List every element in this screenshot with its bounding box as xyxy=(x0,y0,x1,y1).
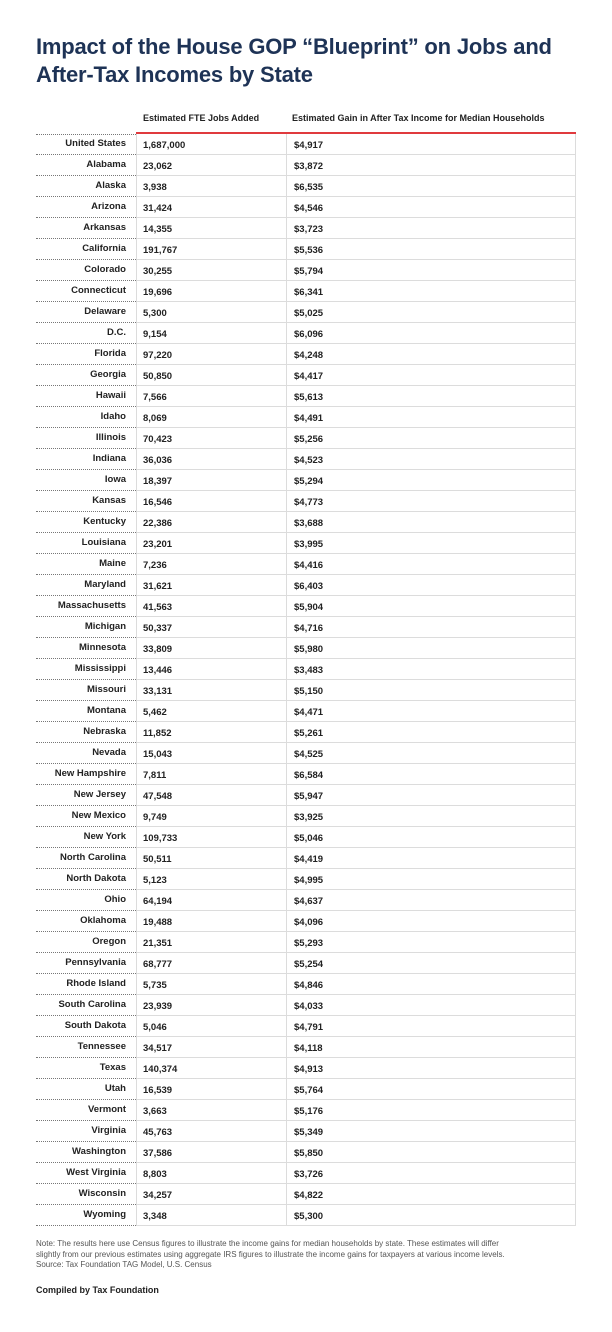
income-gain-cell: $5,794 xyxy=(294,266,324,277)
table-row xyxy=(36,785,576,806)
income-gain-cell: $4,096 xyxy=(294,917,324,928)
income-gain-cell: $5,294 xyxy=(294,476,324,487)
table-row xyxy=(36,1016,576,1037)
jobs-added-cell: 18,397 xyxy=(143,476,173,487)
table-row xyxy=(36,680,576,701)
state-name-cell: South Carolina xyxy=(58,999,126,1010)
income-gain-cell: $3,726 xyxy=(294,1169,324,1180)
table-row xyxy=(36,827,576,848)
state-name-cell: California xyxy=(82,243,126,254)
table-row xyxy=(36,386,576,407)
state-name-cell: Oklahoma xyxy=(80,915,126,926)
state-name-cell: Georgia xyxy=(90,369,126,380)
note-line-2: slightly from our previous estimates using aggregate IRS figures to illustrate the income gains for taxpayers at various income levels. xyxy=(36,1249,505,1259)
jobs-added-cell: 30,255 xyxy=(143,266,173,277)
jobs-added-cell: 13,446 xyxy=(143,665,173,676)
state-name-cell: Missouri xyxy=(86,684,126,695)
income-gain-cell: $4,546 xyxy=(294,203,324,214)
income-gain-cell: $4,523 xyxy=(294,455,324,466)
note-line-1: Note: The results here use Census figures to illustrate the income gains for median households by state. These estimates will differ xyxy=(36,1239,499,1248)
footnote xyxy=(36,1239,576,1271)
table-row xyxy=(36,1184,576,1205)
jobs-added-cell: 21,351 xyxy=(143,938,173,949)
table-row xyxy=(36,764,576,785)
jobs-added-cell: 36,036 xyxy=(143,455,173,466)
jobs-added-cell: 19,488 xyxy=(143,917,173,928)
state-name-cell: New Jersey xyxy=(73,789,126,800)
income-gain-cell: $4,118 xyxy=(294,1043,323,1054)
state-name-cell: D.C. xyxy=(107,327,126,338)
income-gain-cell: $4,822 xyxy=(294,1190,324,1201)
column-header-jobs: Estimated FTE Jobs Added xyxy=(143,113,260,123)
income-gain-cell: $5,293 xyxy=(294,938,324,949)
table-row xyxy=(36,617,576,638)
income-gain-cell: $5,980 xyxy=(294,644,324,655)
state-name-cell: Maine xyxy=(99,558,126,569)
state-name-cell: South Dakota xyxy=(64,1020,126,1031)
table-row xyxy=(36,659,576,680)
jobs-added-cell: 47,548 xyxy=(143,791,173,802)
state-name-cell: Michigan xyxy=(84,621,126,632)
table-row xyxy=(36,869,576,890)
state-name-cell: Minnesota xyxy=(79,642,126,653)
jobs-added-cell: 33,809 xyxy=(143,644,173,655)
column-header-income: Estimated Gain in After Tax Income for Median Households xyxy=(292,113,545,123)
state-name-cell: Connecticut xyxy=(71,285,126,296)
state-name-cell: West Virginia xyxy=(66,1167,126,1178)
jobs-added-cell: 14,355 xyxy=(143,224,173,235)
jobs-added-cell: 97,220 xyxy=(143,350,173,361)
table-row xyxy=(36,1037,576,1058)
source-line: Source: Tax Foundation TAG Model, U.S. Census xyxy=(36,1260,212,1269)
jobs-added-cell: 5,123 xyxy=(143,875,167,886)
jobs-added-cell: 5,735 xyxy=(143,980,167,991)
jobs-added-cell: 7,811 xyxy=(143,770,167,781)
table-row xyxy=(36,407,576,428)
state-name-cell: Illinois xyxy=(95,432,126,443)
table-row xyxy=(36,932,576,953)
income-gain-cell: $4,525 xyxy=(294,749,324,760)
table-row xyxy=(36,449,576,470)
income-gain-cell: $5,261 xyxy=(294,728,324,739)
jobs-added-cell: 37,586 xyxy=(143,1148,173,1159)
chart-title xyxy=(36,33,596,89)
state-name-cell: Pennsylvania xyxy=(65,957,126,968)
state-name-cell: Iowa xyxy=(104,474,126,485)
table-row xyxy=(36,176,576,197)
jobs-added-cell: 68,777 xyxy=(143,959,173,970)
income-gain-cell: $4,716 xyxy=(294,623,324,634)
income-gain-cell: $4,913 xyxy=(294,1064,324,1075)
income-gain-cell: $5,256 xyxy=(294,434,324,445)
state-name-cell: Delaware xyxy=(84,306,126,317)
chart-title-line-2: After-Tax Incomes by State xyxy=(36,62,313,87)
jobs-added-cell: 23,062 xyxy=(143,161,173,172)
income-gain-cell: $5,536 xyxy=(294,245,324,256)
income-gain-cell: $4,491 xyxy=(294,413,324,424)
table-row xyxy=(36,638,576,659)
state-name-cell: Arizona xyxy=(91,201,126,212)
jobs-added-cell: 16,539 xyxy=(143,1085,173,1096)
jobs-added-cell: 5,462 xyxy=(143,707,167,718)
jobs-added-cell: 50,850 xyxy=(143,371,173,382)
state-name-cell: North Dakota xyxy=(66,873,126,884)
income-gain-cell: $5,176 xyxy=(294,1106,324,1117)
income-gain-cell: $4,471 xyxy=(294,707,324,718)
jobs-added-cell: 109,733 xyxy=(143,833,178,844)
table-row xyxy=(36,974,576,995)
row-divider xyxy=(136,1225,576,1226)
state-name-cell: Alabama xyxy=(86,159,126,170)
table-row xyxy=(36,575,576,596)
income-gain-cell: $4,917 xyxy=(294,140,324,151)
state-name-cell: New Mexico xyxy=(71,810,126,821)
jobs-added-cell: 9,154 xyxy=(143,329,167,340)
table-row xyxy=(36,890,576,911)
state-name-cell: Washington xyxy=(72,1146,126,1157)
table-row xyxy=(36,134,576,155)
jobs-added-cell: 11,852 xyxy=(143,728,172,739)
income-gain-cell: $3,872 xyxy=(294,161,324,172)
state-name-cell: Alaska xyxy=(95,180,126,191)
jobs-added-cell: 7,236 xyxy=(143,560,167,571)
jobs-added-cell: 22,386 xyxy=(143,518,173,529)
table-row xyxy=(36,155,576,176)
state-name-cell: New Hampshire xyxy=(54,768,126,779)
income-gain-cell: $4,416 xyxy=(294,560,324,571)
table-row xyxy=(36,302,576,323)
state-name-cell: Arkansas xyxy=(83,222,126,233)
jobs-added-cell: 70,423 xyxy=(143,434,173,445)
income-gain-cell: $6,535 xyxy=(294,182,324,193)
income-gain-cell: $4,773 xyxy=(294,497,324,508)
table-row xyxy=(36,848,576,869)
income-gain-cell: $3,483 xyxy=(294,665,324,676)
table-row xyxy=(36,197,576,218)
state-name-cell: Colorado xyxy=(84,264,126,275)
state-name-cell: Wyoming xyxy=(83,1209,126,1220)
income-gain-cell: $5,300 xyxy=(294,1211,324,1222)
table-row xyxy=(36,323,576,344)
state-name-cell: Hawaii xyxy=(95,390,126,401)
table-row xyxy=(36,1100,576,1121)
table-row xyxy=(36,722,576,743)
income-gain-cell: $4,419 xyxy=(294,854,324,865)
table-row xyxy=(36,995,576,1016)
table-row xyxy=(36,533,576,554)
jobs-added-cell: 15,043 xyxy=(143,749,173,760)
jobs-added-cell: 23,939 xyxy=(143,1001,173,1012)
jobs-added-cell: 3,348 xyxy=(143,1211,167,1222)
table-row xyxy=(36,281,576,302)
income-gain-cell: $5,947 xyxy=(294,791,324,802)
table-row xyxy=(36,428,576,449)
credit-line: Compiled by Tax Foundation xyxy=(36,1285,159,1295)
jobs-added-cell: 31,424 xyxy=(143,203,173,214)
jobs-added-cell: 5,300 xyxy=(143,308,167,319)
jobs-added-cell: 3,938 xyxy=(143,182,167,193)
jobs-added-cell: 64,194 xyxy=(143,896,173,907)
table-row xyxy=(36,512,576,533)
state-name-cell: New York xyxy=(83,831,126,842)
jobs-added-cell: 41,563 xyxy=(143,602,173,613)
state-name-cell: Ohio xyxy=(104,894,126,905)
income-gain-cell: $5,764 xyxy=(294,1085,324,1096)
state-name-cell: United States xyxy=(65,138,126,149)
table-row xyxy=(36,239,576,260)
state-name-cell: Maryland xyxy=(84,579,126,590)
table-body xyxy=(36,134,576,1226)
income-gain-cell: $5,349 xyxy=(294,1127,324,1138)
income-gain-cell: $5,046 xyxy=(294,833,324,844)
jobs-added-cell: 1,687,000 xyxy=(143,140,186,151)
income-gain-cell: $5,613 xyxy=(294,392,324,403)
jobs-added-cell: 50,511 xyxy=(143,854,172,865)
income-gain-cell: $5,254 xyxy=(294,959,324,970)
income-gain-cell: $4,033 xyxy=(294,1001,324,1012)
income-gain-cell: $3,688 xyxy=(294,518,324,529)
table-row xyxy=(36,743,576,764)
income-gain-cell: $3,925 xyxy=(294,812,324,823)
state-name-cell: North Carolina xyxy=(60,852,126,863)
income-gain-cell: $4,791 xyxy=(294,1022,324,1033)
jobs-added-cell: 31,621 xyxy=(143,581,173,592)
table-row xyxy=(36,596,576,617)
table-header xyxy=(36,108,576,132)
jobs-added-cell: 191,767 xyxy=(143,245,178,256)
table-row xyxy=(36,1058,576,1079)
state-name-cell: Tennessee xyxy=(77,1041,126,1052)
jobs-added-cell: 33,131 xyxy=(143,686,173,697)
state-name-cell: Nevada xyxy=(92,747,126,758)
state-name-cell: Vermont xyxy=(87,1104,126,1115)
jobs-added-cell: 16,546 xyxy=(143,497,173,508)
income-gain-cell: $4,417 xyxy=(294,371,324,382)
income-gain-cell: $3,995 xyxy=(294,539,324,550)
table-row xyxy=(36,491,576,512)
data-table xyxy=(36,108,576,1222)
income-gain-cell: $6,341 xyxy=(294,287,324,298)
jobs-added-cell: 3,663 xyxy=(143,1106,167,1117)
income-gain-cell: $6,096 xyxy=(294,329,324,340)
income-gain-cell: $4,248 xyxy=(294,350,324,361)
jobs-added-cell: 8,069 xyxy=(143,413,167,424)
state-name-cell: Texas xyxy=(99,1062,126,1073)
income-gain-cell: $6,584 xyxy=(294,770,324,781)
jobs-added-cell: 5,046 xyxy=(143,1022,167,1033)
jobs-added-cell: 45,763 xyxy=(143,1127,173,1138)
state-name-cell: Kansas xyxy=(92,495,126,506)
table-row xyxy=(36,806,576,827)
table-row xyxy=(36,470,576,491)
income-gain-cell: $6,403 xyxy=(294,581,324,592)
income-gain-cell: $5,850 xyxy=(294,1148,324,1159)
state-name-cell: Rhode Island xyxy=(66,978,126,989)
table-row xyxy=(36,1079,576,1100)
jobs-added-cell: 34,517 xyxy=(143,1043,173,1054)
jobs-added-cell: 9,749 xyxy=(143,812,167,823)
jobs-added-cell: 7,566 xyxy=(143,392,167,403)
jobs-added-cell: 50,337 xyxy=(143,623,173,634)
table-row xyxy=(36,365,576,386)
income-gain-cell: $4,846 xyxy=(294,980,324,991)
income-gain-cell: $3,723 xyxy=(294,224,324,235)
state-name-cell: Nebraska xyxy=(83,726,126,737)
jobs-added-cell: 140,374 xyxy=(143,1064,178,1075)
income-gain-cell: $4,995 xyxy=(294,875,324,886)
table-row xyxy=(36,554,576,575)
state-name-cell: Louisiana xyxy=(81,537,126,548)
state-name-cell: Kentucky xyxy=(83,516,126,527)
income-gain-cell: $5,150 xyxy=(294,686,324,697)
state-name-cell: Indiana xyxy=(92,453,126,464)
state-name-cell: Massachusetts xyxy=(57,600,126,611)
table-row xyxy=(36,911,576,932)
row-divider-dotted xyxy=(36,1225,136,1226)
state-name-cell: Montana xyxy=(86,705,126,716)
state-name-cell: Wisconsin xyxy=(78,1188,126,1199)
income-gain-cell: $4,637 xyxy=(294,896,324,907)
state-name-cell: Florida xyxy=(94,348,126,359)
income-gain-cell: $5,025 xyxy=(294,308,324,319)
table-row xyxy=(36,1205,576,1226)
jobs-added-cell: 8,803 xyxy=(143,1169,167,1180)
table-row xyxy=(36,1142,576,1163)
table-row xyxy=(36,953,576,974)
table-row xyxy=(36,701,576,722)
jobs-added-cell: 19,696 xyxy=(143,287,173,298)
table-row xyxy=(36,344,576,365)
table-row xyxy=(36,1121,576,1142)
table-row xyxy=(36,260,576,281)
table-row xyxy=(36,1163,576,1184)
state-name-cell: Oregon xyxy=(92,936,126,947)
jobs-added-cell: 23,201 xyxy=(143,539,173,550)
table-row xyxy=(36,218,576,239)
state-name-cell: Mississippi xyxy=(74,663,126,674)
state-name-cell: Virginia xyxy=(91,1125,126,1136)
chart-title-line-1: Impact of the House GOP “Blueprint” on Jobs and xyxy=(36,34,552,59)
state-name-cell: Utah xyxy=(104,1083,126,1094)
state-name-cell: Idaho xyxy=(100,411,126,422)
income-gain-cell: $5,904 xyxy=(294,602,324,613)
jobs-added-cell: 34,257 xyxy=(143,1190,173,1201)
